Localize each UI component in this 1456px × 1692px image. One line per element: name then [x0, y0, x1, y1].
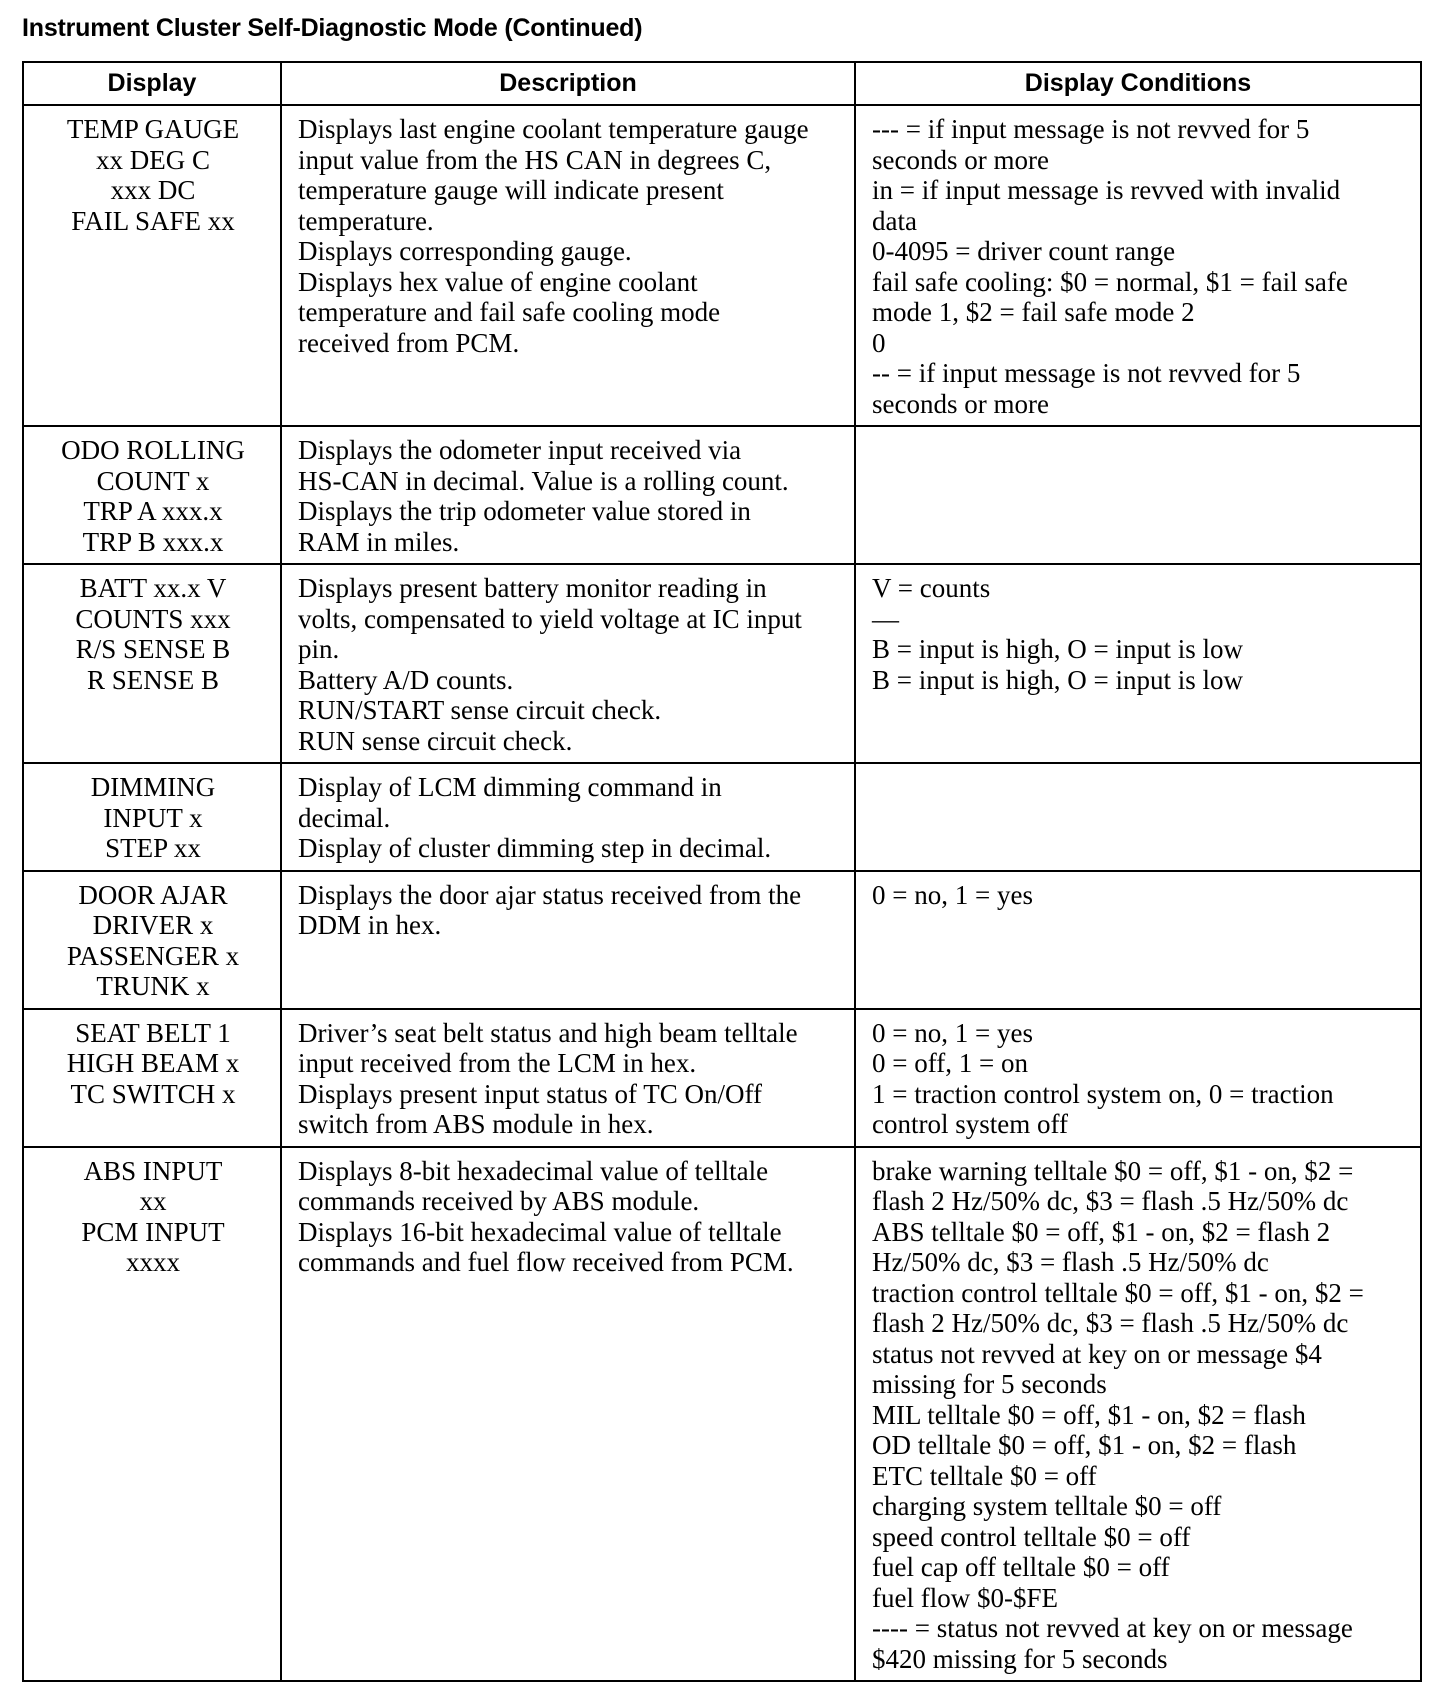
cell-text-line: SEAT BELT 1	[75, 1017, 231, 1048]
conditions-cell	[855, 1009, 1421, 1147]
cell-text-line: HS-CAN in decimal. Value is a rolling count.	[298, 465, 789, 496]
cell-text-line: Hz/50% dc, $3 = flash .5 Hz/50% dc	[872, 1247, 1269, 1277]
conditions-cell	[855, 564, 1421, 763]
cell-text-line: DRIVER x	[92, 910, 214, 940]
cell-text-line: Driver’s seat belt status and high beam telltale	[298, 1017, 798, 1048]
cell-text-line: in = if input message is revved with invalid	[872, 175, 1341, 205]
conditions-cell	[855, 763, 1421, 871]
cell-text-line: --- = if input message is not revved for 5	[872, 114, 1310, 144]
cell-text-line: V = counts	[872, 573, 991, 603]
display-cell	[23, 1009, 281, 1147]
cell-text-line: Displays last engine coolant temperature gauge	[298, 114, 809, 144]
cell-text-line: TRUNK x	[96, 971, 210, 1001]
cell-text-line: Displays the odometer input received via	[298, 435, 742, 465]
cell-text-line: status not revved at key on or message $4	[872, 1338, 1322, 1369]
cell-text-line: R/S SENSE B	[75, 634, 231, 664]
cell-text-line: decimal.	[298, 802, 391, 833]
display-cell	[23, 871, 281, 1009]
cell-text-line: FAIL SAFE xx	[71, 205, 235, 236]
cell-text-line: seconds or more	[872, 388, 1049, 419]
cell-text-line: 0 = no, 1 = yes	[872, 1017, 1033, 1048]
cell-text-line: volts, compensated to yield voltage at IC input	[298, 603, 802, 634]
cell-text-line: Displays present battery monitor reading in	[298, 573, 767, 603]
cell-text-line: temperature gauge will indicate present	[298, 175, 724, 205]
cell-text-line: flash 2 Hz/50% dc, $3 = flash .5 Hz/50% dc	[872, 1308, 1349, 1338]
cell-text-line: data	[872, 205, 917, 236]
table-row	[23, 105, 1421, 426]
cell-text-line: brake warning telltale $0 = off, $1 - on, $2 =	[872, 1155, 1354, 1186]
cell-text-line: commands received by ABS module.	[298, 1186, 700, 1216]
cell-text-line: seconds or more	[872, 144, 1049, 175]
cell-text-line: 1 = traction control system on, 0 = traction	[872, 1078, 1334, 1109]
cell-text-line: xx	[139, 1186, 167, 1216]
cell-text-line: switch from ABS module in hex.	[298, 1109, 654, 1139]
cell-text-line: DOOR AJAR	[78, 879, 228, 910]
cell-text-line: RUN/START sense circuit check.	[298, 695, 662, 725]
cell-text-line: TRP B xxx.x	[82, 526, 224, 557]
cell-text-line: xxxx	[126, 1247, 180, 1277]
cell-text-line: -- = if input message is not revved for 5	[872, 358, 1301, 388]
cell-text-line: input value from the HS CAN in degrees C,	[298, 144, 772, 175]
table-row	[23, 871, 1421, 1009]
table-row	[23, 564, 1421, 763]
conditions-cell	[855, 426, 1421, 564]
description-cell	[281, 426, 855, 564]
display-cell	[23, 426, 281, 564]
header-display: Display	[23, 62, 281, 105]
cell-text-line: commands and fuel flow received from PCM.	[298, 1247, 794, 1277]
cell-text-line: xxx DC	[110, 175, 196, 205]
cell-text-line: temperature.	[298, 205, 434, 236]
cell-text-line: speed control telltale $0 = off	[872, 1521, 1191, 1552]
description-cell	[281, 1147, 855, 1682]
cell-text-line: TC SWITCH x	[70, 1078, 236, 1109]
cell-text-line: ABS telltale $0 = off, $1 - on, $2 = flash 2	[872, 1216, 1331, 1247]
cell-text-line: INPUT x	[103, 802, 203, 833]
cell-text-line: charging system telltale $0 = off	[872, 1491, 1222, 1521]
cell-text-line: fuel flow $0-$FE	[872, 1582, 1058, 1613]
description-cell	[281, 871, 855, 1009]
table-row	[23, 1009, 1421, 1147]
cell-text-line: MIL telltale $0 = off, $1 - on, $2 = flash	[872, 1399, 1306, 1430]
cell-text-line: TRP A xxx.x	[83, 496, 223, 526]
description-cell	[281, 763, 855, 871]
cell-text-line: 0 = no, 1 = yes	[872, 879, 1033, 910]
cell-text-line: xx DEG C	[96, 144, 210, 175]
cell-text-line: Displays hex value of engine coolant	[298, 266, 698, 297]
cell-text-line: —	[872, 603, 899, 634]
cell-text-line: input received from the LCM in hex.	[298, 1048, 697, 1078]
cell-text-line: ---- = status not revved at key on or message	[872, 1613, 1353, 1643]
cell-text-line: fail safe cooling: $0 = normal, $1 = fail safe	[872, 266, 1348, 297]
cell-text-line: mode 1, $2 = fail safe mode 2	[872, 297, 1195, 327]
cell-text-line: COUNTS xxx	[75, 603, 231, 634]
cell-text-line: Battery A/D counts.	[298, 664, 514, 695]
display-cell	[23, 564, 281, 763]
cell-text-line: 0-4095 = driver count range	[872, 236, 1176, 266]
cell-text-line: received from PCM.	[298, 327, 520, 358]
cell-text-line: traction control telltale $0 = off, $1 - on, $2 =	[872, 1277, 1364, 1308]
cell-text-line: missing for 5 seconds	[872, 1369, 1107, 1399]
cell-text-line: Displays corresponding gauge.	[298, 236, 632, 266]
conditions-cell	[855, 1147, 1421, 1682]
cell-text-line: ABS INPUT	[83, 1155, 223, 1186]
cell-text-line: COUNT x	[96, 465, 210, 496]
description-cell	[281, 564, 855, 763]
cell-text-line: Displays the trip odometer value stored in	[298, 496, 751, 526]
cell-text-line: Display of cluster dimming step in decimal.	[298, 833, 772, 863]
conditions-cell	[855, 105, 1421, 426]
description-cell	[281, 1009, 855, 1147]
table-row	[23, 1147, 1421, 1682]
header-display-conditions: Display Conditions	[855, 62, 1421, 105]
cell-text-line: PCM INPUT	[81, 1216, 225, 1247]
display-cell	[23, 105, 281, 426]
cell-text-line: B = input is high, O = input is low	[872, 664, 1243, 695]
cell-text-line: control system off	[872, 1109, 1068, 1139]
cell-text-line: $420 missing for 5 seconds	[872, 1643, 1168, 1674]
cell-text-line: DDM in hex.	[298, 910, 442, 940]
display-cell	[23, 763, 281, 871]
display-cell	[23, 1147, 281, 1682]
cell-text-line: OD telltale $0 = off, $1 - on, $2 = flash	[872, 1430, 1297, 1460]
cell-text-line: pin.	[298, 634, 340, 664]
conditions-cell	[855, 871, 1421, 1009]
table-header-row	[23, 62, 1421, 105]
cell-text-line: Displays the door ajar status received from the	[298, 879, 802, 910]
cell-text-line: Displays present input status of TC On/Off	[298, 1078, 762, 1109]
cell-text-line: fuel cap off telltale $0 = off	[872, 1552, 1170, 1582]
cell-text-line: RAM in miles.	[298, 526, 460, 557]
cell-text-line: R SENSE B	[86, 664, 220, 695]
cell-text-line: DIMMING	[90, 772, 216, 802]
cell-text-line: ETC telltale $0 = off	[872, 1460, 1097, 1491]
cell-text-line: STEP xx	[105, 833, 201, 863]
cell-text-line: BATT xx.x V	[79, 573, 227, 603]
header-description: Description	[281, 62, 855, 105]
page-title: Instrument Cluster Self-Diagnostic Mode (Continued)	[22, 14, 643, 42]
cell-text-line: PASSENGER x	[66, 940, 240, 971]
cell-text-line: 0 = off, 1 = on	[872, 1048, 1028, 1078]
cell-text-line: flash 2 Hz/50% dc, $3 = flash .5 Hz/50% dc	[872, 1186, 1349, 1216]
cell-text-line: temperature and fail safe cooling mode	[298, 297, 721, 327]
description-cell	[281, 105, 855, 426]
cell-text-line: RUN sense circuit check.	[298, 725, 573, 756]
cell-text-line: 0	[872, 327, 886, 358]
table-row	[23, 763, 1421, 871]
cell-text-line: ODO ROLLING	[61, 435, 245, 465]
cell-text-line: B = input is high, O = input is low	[872, 634, 1243, 664]
cell-text-line: Display of LCM dimming command in	[298, 772, 722, 802]
diagnostic-table	[22, 61, 1422, 1682]
cell-text-line: HIGH BEAM x	[66, 1048, 240, 1078]
cell-text-line: Displays 8-bit hexadecimal value of telltale	[298, 1155, 769, 1186]
cell-text-line: TEMP GAUGE	[66, 114, 240, 144]
cell-text-line: Displays 16-bit hexadecimal value of telltale	[298, 1216, 782, 1247]
table-row	[23, 426, 1421, 564]
